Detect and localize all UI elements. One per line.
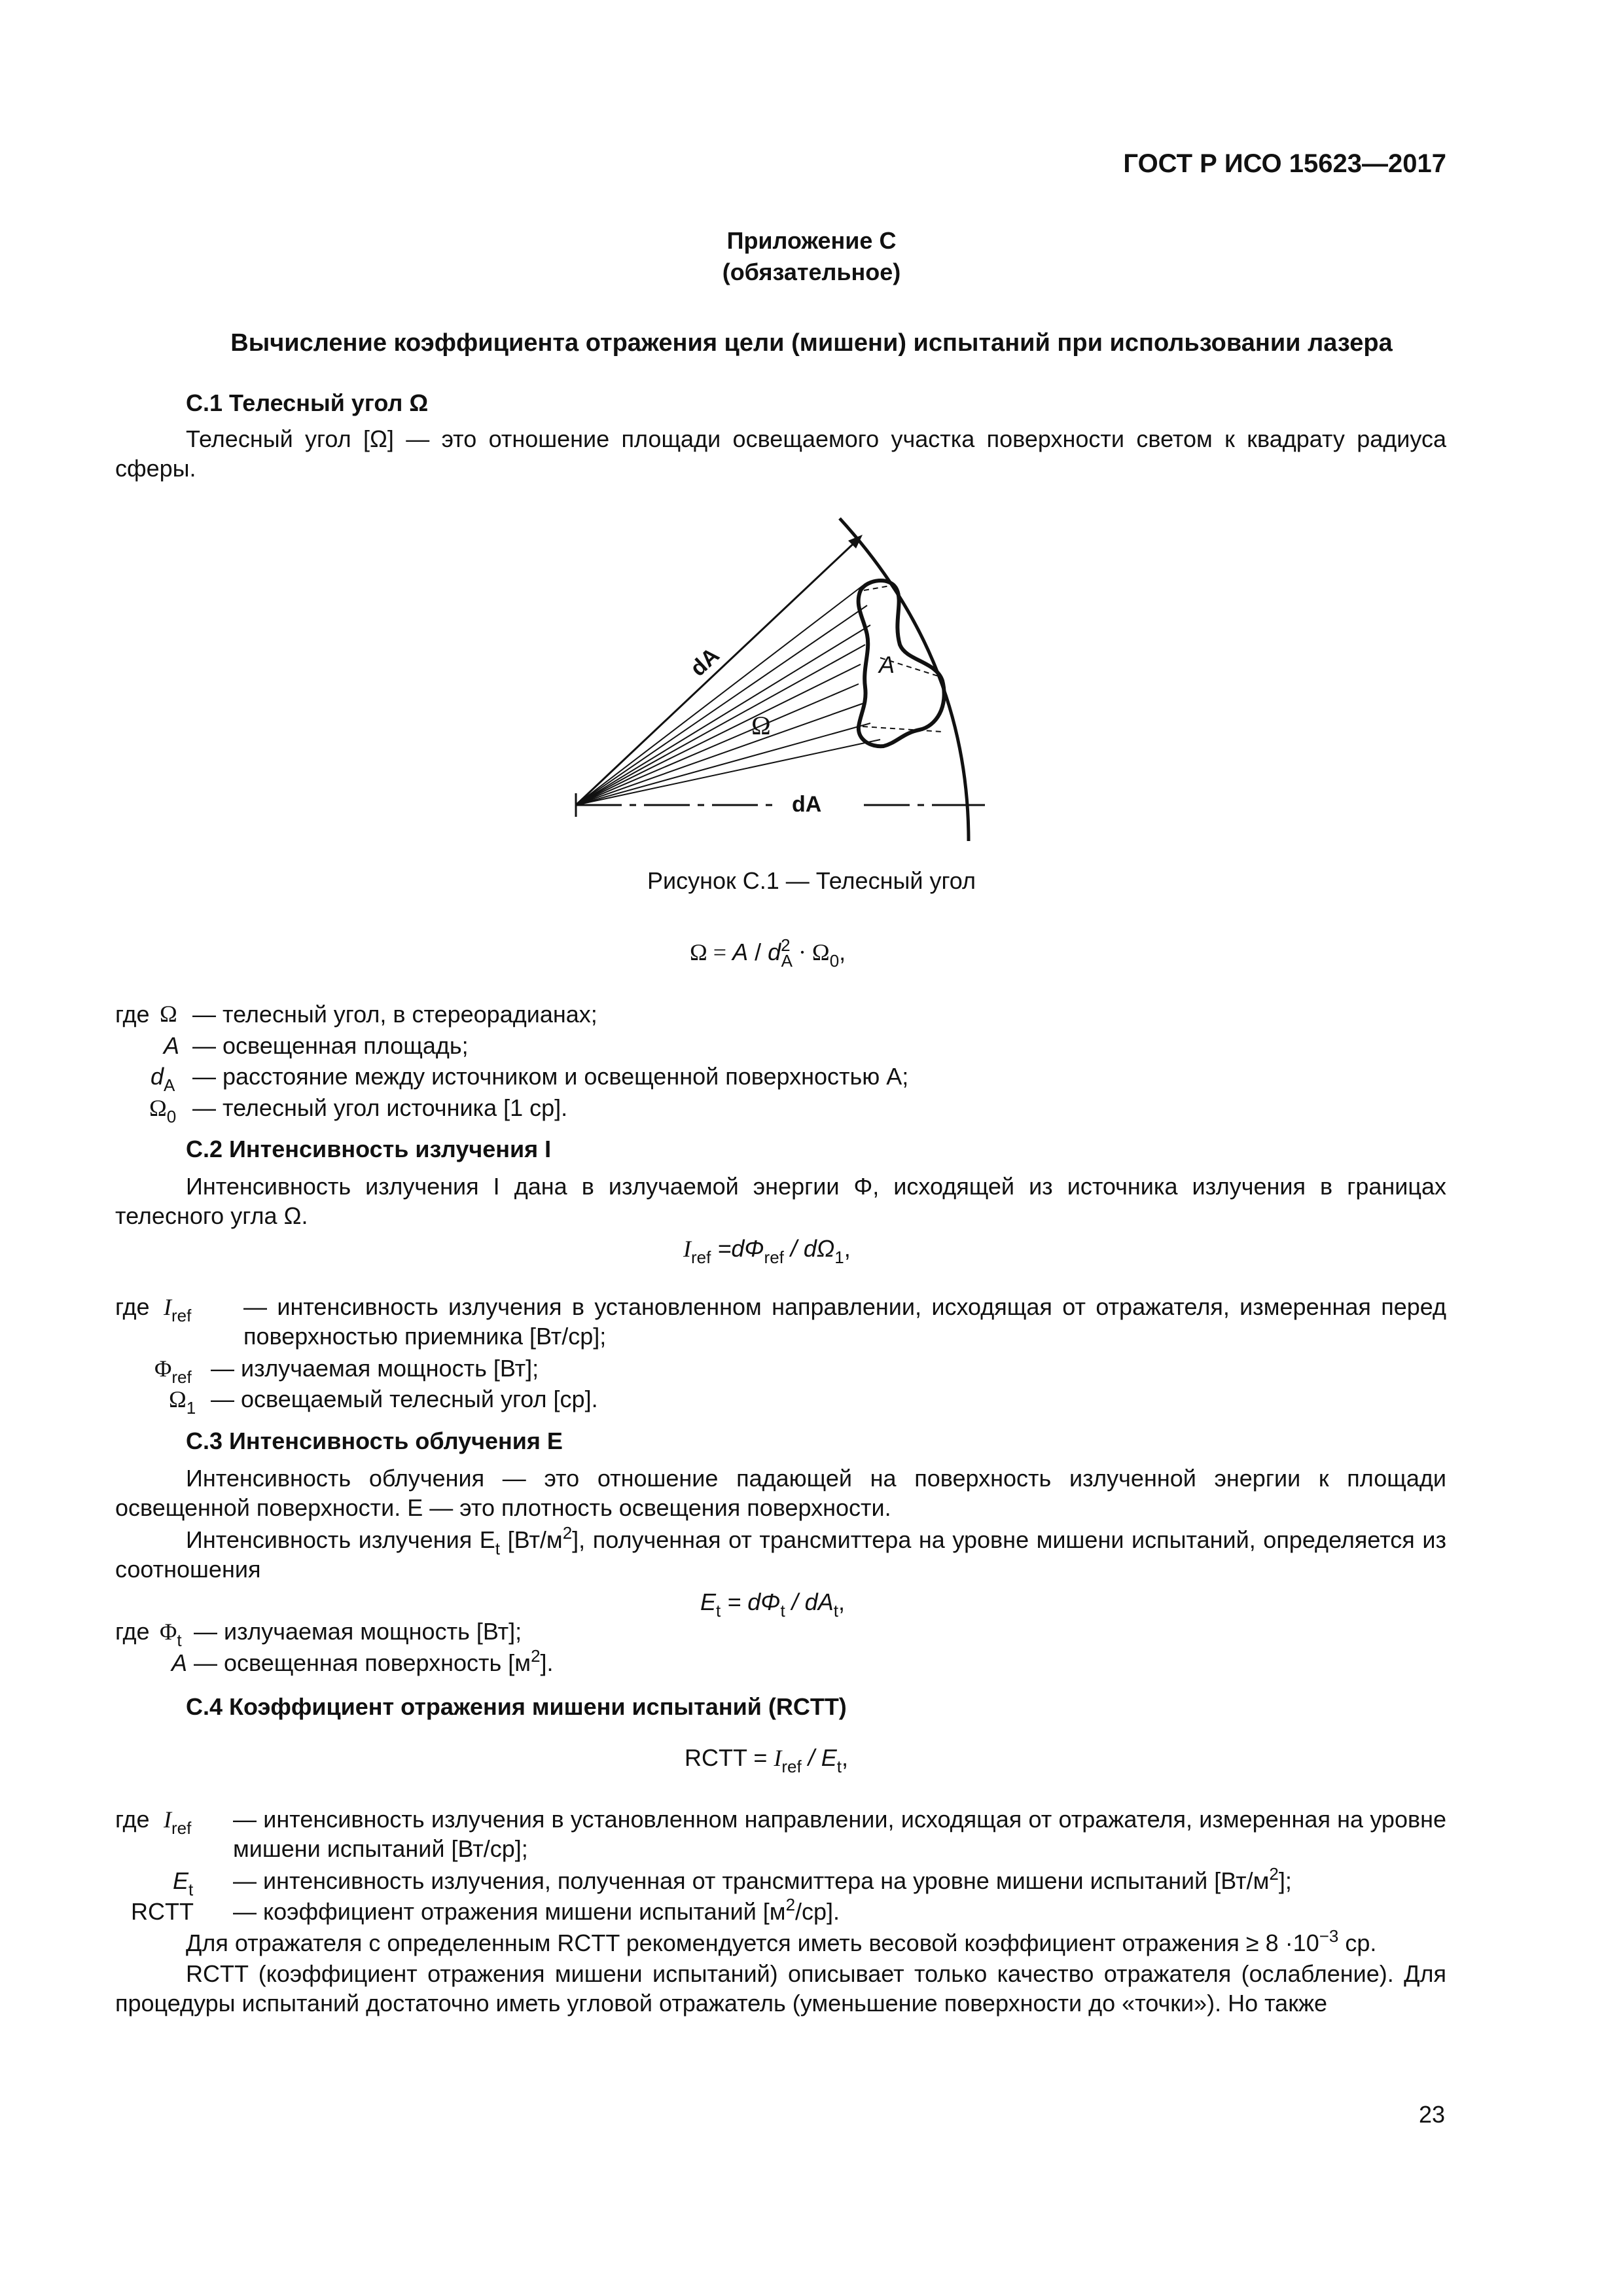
c3-def2-symbol: A: [171, 1649, 188, 1676]
c4-paragraph-2: RCTT (коэффициент отражения мишени испытаний) описывает только качество отражателя (ослабление). Для процедуры испытаний достаточно иметь угловой отражатель (уменьшение поверхности до «точки»). Но также: [115, 1960, 1446, 2017]
formula-omega: $\Omega = A / d^2_A \cdot \Omega_0$,: [690, 935, 846, 971]
c3-def1-symbol: $\Phi_t$: [160, 1619, 182, 1650]
c2-def3-text: — освещаемый телесный угол [ср].: [211, 1386, 598, 1412]
c4-paragraph-1: Для отражателя с определенным RCTT рекомендуется иметь весовой коэффициент отражения ≥ $8 \cdot 10^{-3}$ ср.: [186, 1926, 1377, 1956]
standard-number: ГОСТ Р ИСО 15623—2017: [1123, 149, 1446, 178]
c2-def2-text: — излучаемая мощность [Вт];: [211, 1355, 539, 1382]
section-c4-heading: С.4 Коэффициент отражения мишени испытаний (RCTT): [186, 1693, 847, 1720]
c1-def3-text: — расстояние между источником и освещенной поверхностью A;: [192, 1063, 909, 1090]
section-c1-heading: С.1 Телесный угол Ω: [186, 389, 429, 416]
sphere-arc: [840, 518, 969, 841]
section-c2-paragraph: Интенсивность излучения I дана в излучаемой энергии Φ, исходящей из источника излучения в границах телесного угла Ω.: [115, 1173, 1446, 1229]
section-c3-paragraph-1: Интенсивность облучения — это отношение падающей на поверхность излученной энергии к площади освещенной поверхности. E — это плотность освещения поверхности.: [115, 1465, 1446, 1521]
illuminated-area-outline: [859, 581, 944, 746]
c2-def1-symbol: $I_{ref}$: [164, 1294, 192, 1325]
c3-def1-text: — излучаемая мощность [Вт];: [194, 1618, 522, 1645]
c1-def4-symbol: $\Omega_0$: [149, 1095, 177, 1126]
section-c2-heading: С.2 Интенсивность излучения I: [186, 1136, 552, 1162]
section-c3-paragraph-2: Интенсивность излучения $E_t$ $[Вт/м^2]$, полученная от трансмиттера на уровне мишени испытаний, определяется из соотношения: [115, 1523, 1447, 1583]
formula-rctt: RCTT = $I_{ref} / E_t$,: [685, 1744, 848, 1776]
area-label: A: [879, 651, 895, 678]
formula-intensity: $I_{ref} =d\Phi_{ref} / d\Omega_1$,: [683, 1235, 851, 1267]
c4-def3-text: — коэффициент отражения мишени испытаний $[м^2/ср]$.: [233, 1895, 840, 1925]
c3-def2-text: — освещенная поверхность $[м^2]$.: [194, 1646, 554, 1676]
c4-def3-symbol: RCTT: [131, 1898, 194, 1925]
c2-def3-symbol: $\Omega_1$: [169, 1386, 196, 1418]
dashed-chord-top: [864, 586, 890, 590]
c1-def3-symbol: $d_A$: [151, 1063, 175, 1095]
base-distance-label: dA: [792, 792, 822, 817]
diag-distance-label: dA: [685, 643, 724, 681]
section-c1-paragraph: Телесный угол [Ω] — это отношение площади освещаемого участка поверхности светом к квадрату радиуса сферы.: [115, 425, 1446, 482]
c1-def1-text: — телесный угол, в стереорадианах;: [192, 1001, 597, 1028]
c1-def2-text: — освещенная площадь;: [192, 1032, 469, 1059]
c4-def1-symbol: $I_{ref}$: [164, 1806, 192, 1838]
omega-label: Ω: [751, 711, 771, 740]
c4-def-where: где: [115, 1806, 150, 1833]
c3-def-where: где: [115, 1618, 150, 1645]
c2-def2-symbol: $\Phi_{ref}$: [154, 1355, 192, 1387]
section-c3-heading: С.3 Интенсивность облучения E: [186, 1427, 563, 1454]
formula-irradiance: $E_t = d\Phi_t / dA_t$,: [700, 1588, 845, 1621]
appendix-status: (обязательное): [722, 259, 901, 285]
solid-angle-figure: [543, 511, 1001, 851]
c2-def1-text: — интенсивность излучения в установленном направлении, исходящая от отражателя, измеренная перед поверхностью приемника [Вт/ср];: [243, 1293, 1446, 1350]
appendix-title: Приложение С: [726, 227, 897, 254]
page-number: 23: [1418, 2101, 1445, 2128]
ray-bundle: [576, 586, 880, 805]
c1-def2-symbol: A: [164, 1032, 180, 1059]
c1-def1-symbol: Ω: [160, 1001, 177, 1027]
document-title: Вычисление коэффициента отражения цели (мишени) испытаний при использовании лазера: [230, 329, 1393, 357]
c4-def2-text: — интенсивность излучения, полученная от трансмиттера на уровне мишени испытаний $[Вт/м^2]$;: [233, 1864, 1292, 1894]
c1-def-where: где: [115, 1001, 150, 1028]
c4-def1-text: — интенсивность излучения в установленном направлении, исходящая от отражателя, измеренная на уровне мишени испытаний [Вт/ср];: [233, 1806, 1446, 1862]
c4-def2-symbol: $E_t$: [173, 1867, 194, 1899]
c1-def4-text: — телесный угол источника [1 ср].: [192, 1094, 568, 1121]
figure-caption: Рисунок С.1 — Телесный угол: [647, 867, 976, 894]
c2-def-where: где: [115, 1293, 150, 1320]
